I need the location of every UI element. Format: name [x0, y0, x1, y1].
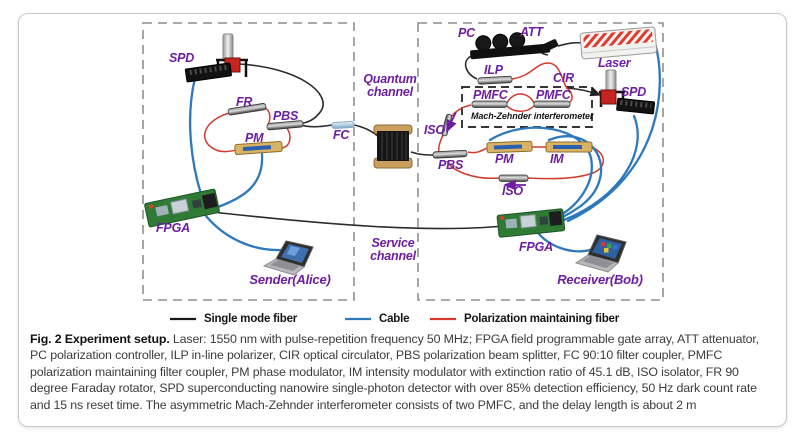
cable-pm-alice-to-fpga [218, 154, 262, 207]
label-cir: CIR [553, 71, 574, 85]
label-receiver: Receiver(Bob) [557, 272, 643, 287]
label-spd-bob: SPD [621, 85, 647, 99]
fpga-bob-device [497, 209, 565, 238]
label-quantum-channel: Quantum channel [363, 72, 417, 99]
cable-pm-bob-to-fpga [490, 128, 592, 217]
fiber-spool [374, 125, 412, 168]
pmf-pbs-to-fr [265, 108, 270, 125]
caption-body: Laser: 1550 nm with pulse-repetition frequency 50 MHz; FPGA field programmable gate array, ATT attenuator, PC polarization controller, ILP in-line polarizer, CIR optical circulator, PBS polarization beam splitter, FC 90:10 filter coupler, PMFC polarization maintaining filter coupler, PM phase modulator, IM intensity modulator with extinction ratio of 45.1 dB, ISO isolator, FR 90 degree Faraday rotator, SPD superconducting nanowire single-photon detector with over 85% detection efficiency, 50 Hz dark count rate and 15 ns reset time. The asymmetric Mach-Zehnder interferometer consists of two PMFC, and the delay length is about 2 m [30, 332, 759, 412]
label-laser: Laser [598, 56, 631, 70]
label-iso-top: ISO [424, 123, 445, 137]
iso-bottom-device [499, 175, 528, 182]
label-sender: Sender(Alice) [249, 272, 331, 287]
cable-fpga-to-sender-laptop [206, 216, 281, 250]
pmf-pm-to-pbs-alice [282, 128, 290, 148]
figure-caption [30, 331, 772, 413]
pmf-mz-short-arm [507, 94, 534, 103]
label-pm-bob: PM [495, 152, 514, 166]
fiber-laser-to-att [558, 43, 582, 46]
label-fr: FR [236, 95, 253, 109]
single-mode-fiber-swatch [168, 315, 198, 323]
receiver-laptop [576, 235, 626, 272]
cable-spd-alice-to-fpga [190, 78, 201, 194]
label-pmfc-left: PMFC [473, 88, 508, 102]
label-att: ATT [520, 25, 543, 39]
sender-laptop [264, 241, 313, 275]
pmf-fr-to-pm-alice [205, 112, 237, 152]
fiber-pc-to-ilp [466, 56, 477, 79]
legend-cable: Cable [343, 313, 409, 325]
service-channel-fiber [212, 212, 503, 229]
label-pm-alice: PM [245, 131, 264, 145]
cable-swatch [343, 315, 373, 323]
label-service-channel: Service channel [370, 236, 416, 263]
label-spd-alice: SPD [169, 51, 195, 65]
label-im: IM [550, 152, 564, 166]
label-fc: FC [333, 128, 350, 142]
ilp-device [478, 76, 512, 84]
pm-fiber-swatch [428, 315, 458, 323]
fiber-spool-to-pbs-bob [411, 152, 433, 155]
label-ilp: ILP [484, 63, 503, 77]
label-pmfc-right: PMFC [536, 88, 571, 102]
caption-lead: Fig. 2 Experiment setup. [30, 332, 170, 346]
label-fpga-bob: FPGA [519, 240, 553, 254]
label-pbs-bob: PBS [438, 158, 464, 172]
laser-device [580, 27, 657, 59]
label-fpga-alice: FPGA [156, 221, 190, 235]
legend-single-mode-fiber: Single mode fiber [168, 313, 297, 325]
legend-pm-fiber: Polarization maintaining fiber [428, 313, 619, 325]
label-pbs-alice: PBS [273, 109, 299, 123]
spd-alice-device [185, 34, 248, 82]
im-device [546, 142, 592, 152]
label-pc: PC [458, 26, 475, 40]
pmf-pbs-to-pm-bob [468, 148, 487, 153]
label-mach-zehnder: Mach-Zehnder interferometer [471, 111, 594, 121]
label-iso-bottom: ISO [502, 184, 523, 198]
